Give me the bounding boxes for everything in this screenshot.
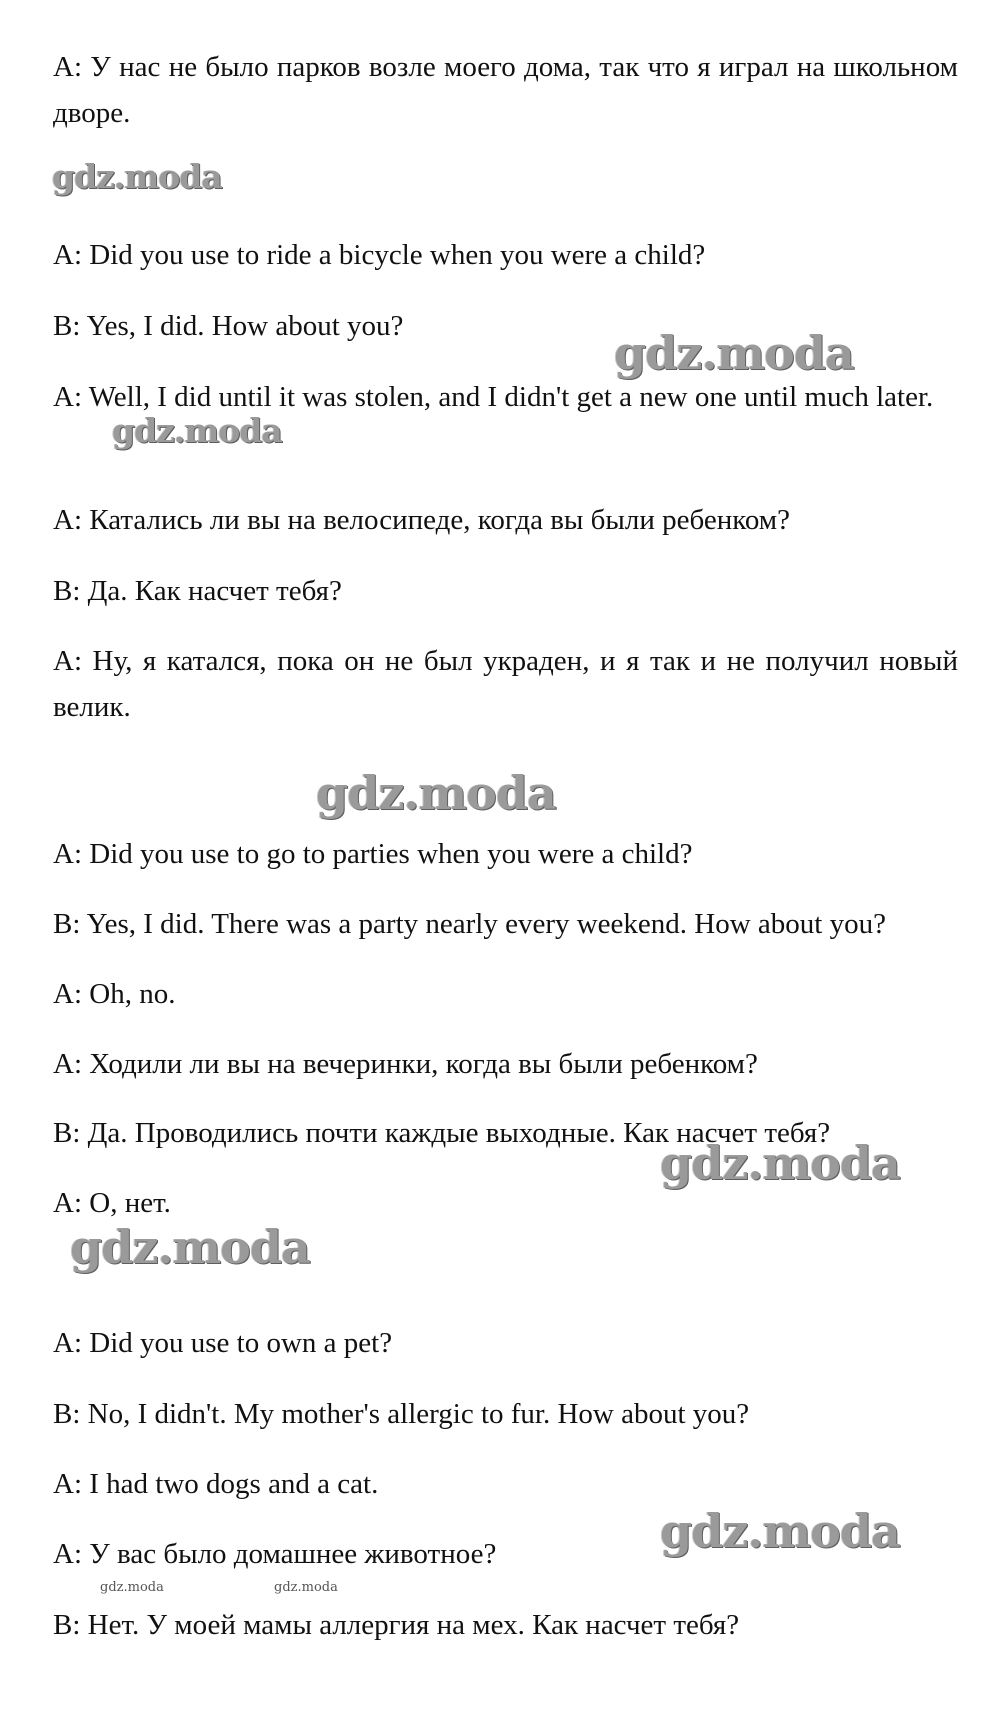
dialogue-line: A: Oh, no. [53,978,176,1010]
watermark: gdz.moda [52,157,222,196]
dialogue-line: A: У вас было домашнее животное? [53,1538,497,1570]
watermark: gdz.moda [70,1220,310,1274]
dialogue-line: B: Yes, I did. There was a party nearly every weekend. How about you? [53,908,886,940]
watermark: gdz.moda [100,1580,164,1595]
watermark: gdz.moda [112,411,282,450]
watermark: gdz.moda [614,326,854,380]
dialogue-line: A: У нас не было парков возле моего дома, так что я играл на школьном дворе. [53,51,958,129]
dialogue-line: A: Well, I did until it was stolen, and I didn't get a new one until much later. [53,381,934,413]
watermark: gdz.moda [274,1580,338,1595]
dialogue-line: B: Yes, I did. How about you? [53,310,404,342]
dialogue-line: A: Ну, я катался, пока он не был украден, и я так и не получил новый велик. [53,645,958,723]
dialogue-line: A: Катались ли вы на велосипеде, когда вы были ребенком? [53,504,791,536]
dialogue-line: A: Ходили ли вы на вечеринки, когда вы были ребенком? [53,1048,758,1080]
dialogue-line: A: Did you use to go to parties when you were a child? [53,838,693,870]
dialogue-line: A: Did you use to own a pet? [53,1327,393,1359]
watermark: gdz.moda [316,766,556,820]
dialogue-line: B: Да. Как насчет тебя? [53,575,342,607]
dialogue-line: B: No, I didn't. My mother's allergic to fur. How about you? [53,1398,750,1430]
dialogue-line: B: Нет. У моей мамы аллергия на мех. Как насчет тебя? [53,1609,740,1641]
dialogue-line: A: Did you use to ride a bicycle when you were a child? [53,239,706,271]
dialogue-line: A: О, нет. [53,1187,171,1219]
watermark: gdz.moda [660,1136,900,1190]
dialogue-line: A: I had two dogs and a cat. [53,1468,379,1500]
dialogue-line: B: Да. Проводились почти каждые выходные. Как насчет тебя? [53,1117,831,1149]
watermark: gdz.moda [660,1504,900,1558]
